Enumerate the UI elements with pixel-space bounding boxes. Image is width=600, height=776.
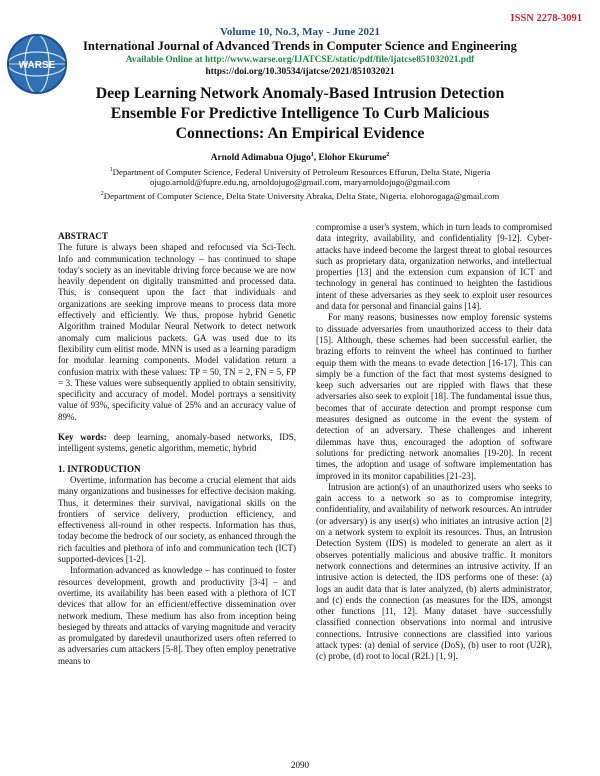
paragraph: Intrusion are action(s) of an unauthorized users who seeks to gain access to a network so as to compromise integrity, confidentiality, and availability of network resources. An intruder (or adversary) is any user(s) who initiates an intrusive action [2] on a network system to exploit its resources. Thus, an Intrusion Detection System (IDS) is modeled to generate an alert as it observes potentially malicious and abusive traffic. It monitors network connections and determines an intrusive activity. If an intrusive action is detected, the IDS performs one of these: (a) logs an audit data that is later analyzed, (b) alerts administrator, and (c) ends the connection (as measures for the IDS, amongst other functions [11, 12]. Many dataset have successfully classified connection observations into normal and intrusive connections. Intrusive connections are classified into various attack types: (a) denial of service (DoS), (b) user to root (U2R), (c) probe, (d) root to local (R2L) [1, 9]. — [316, 481, 552, 662]
paragraph: compromise a user's system, which in turn leads to compromised data integrity, availability, and confidentiality [9-12]. Cyber-attacks have indeed become the largest threat to global resources such as proprietary data, organization networks, and intellectual properties [13] and the extension cum expansion of ICT and technology in general has continued to heighten the fastidious intent of these adversaries as they seek to exploit user resources and data for personal and financial gains [14]. — [316, 222, 552, 312]
doi-link[interactable]: https://doi.org/10.30534/ijatcse/2021/851032021 — [205, 67, 395, 77]
journal-title: International Journal of Advanced Trends in Computer Science and Engineering — [83, 39, 517, 53]
title-line: Connections: An Empirical Evidence — [175, 125, 425, 142]
keywords: Key words: deep learning, anomaly-based networks, IDS, intelligent systems, genetic algorithm, memetic, hybrid — [58, 432, 296, 454]
author-name: Elohor Ekurume — [318, 153, 387, 164]
abstract-text: The future is always been shaped and refocused via Sci-Tech. Info and communication technology – has continued to shape today's society as an inevitable driving force because we are now heavily dependent on digitally transmitted and processed data. This, is consequent upon the fact that individuals and organizations are seeking improve means to process data more effectively and efficiently. We thus, propose hybrid Genetic Algorithm trained Modular Neural Network to detect network anomaly cum malicious packets. GA was used due to its flexibility cum elitist mode. MNN is used as a learning paradigm for modular learning components. Model validation return a confusion matrix with these values: TP = 50, TN = 2, FN = 5, FP = 3. These values were subsequently applied to obtain sensitivity, specificity and accuracy of model. Model portrays a sensitivity value of 93%, specificity value of 25% and an accuracy value of 89%. — [58, 242, 296, 422]
paragraph: Overtime, information has become a crucial element that aids many organizations and businesses for effective decision making. Thus, it determines their survival, navigational skills on the frontiers of service delivery, production efficiency, and effectiveness all-round in other respects. Information has thus, today become the bedrock of our society, as enhanced through the rich faculties and plethora of info and communication tech (ICT) supported-devices [1-2]. — [58, 474, 296, 565]
title-line: Ensemble For Predictive Intelligence To Curb Malicious — [110, 105, 490, 122]
title-line: Deep Learning Network Anomaly-Based Intrusion Detection — [95, 85, 505, 102]
paragraph: For many reasons, businesses now employ forensic systems to dissuade adversaries from unauthorized access to their data [15]. Although, these schemes had been successful earlier, the brazing efforts to reinvent the wheel has continued to further equip them with the means to evade detection [16-17]. This can simply be a function of the fact that most systems designed to keep such adversaries out are rippled with flaws that these adversaries also seek to exploit [18]. The fundamental issue thus, becomes that of accurate detection and prompt response cum measures designed as outcome in the event the system of detection of an adversary. These challenges and inherent dilemmas have thus, encouraged the adoption of software solutions for predicting network anomalies [19-20]. In recent times, the adoption and usage of software implementation has improved in its monitor capabilities [21-23]. — [316, 312, 552, 481]
left-column — [58, 231, 296, 667]
introduction-heading: 1. INTRODUCTION — [58, 463, 141, 474]
abstract-heading: ABSTRACT — [58, 231, 109, 241]
right-column — [316, 222, 552, 663]
affiliation-2: $^2$Department of Computer Science, Delta State University Abraka, Delta State, Nigeria. elohorogaga@gmail.com — [100, 190, 500, 201]
page-number: 2090 — [291, 760, 309, 770]
affiliation-1: $^1$Department of Computer Science, Federal University of Petroleum Resources Effurun, Delta State, Nigeria — [109, 166, 491, 177]
author-list: Arnold Adimabua Ojugo$^1$, Elohor Ekurume$^2$ — [210, 152, 390, 164]
svg-text:WARSE: WARSE — [18, 60, 56, 71]
author-name: Arnold Adimabua Ojugo — [210, 153, 311, 164]
available-online-link[interactable]: Available Online at http://www.warse.org/IJATCSE/static/pdf/file/ijatcse851032021.pdf — [125, 55, 475, 65]
volume-issue: Volume 10, No.3, May - June 2021 — [219, 26, 380, 38]
paper-title — [70, 84, 530, 144]
paragraph: Information advanced as knowledge – has continued to foster resources development, growth and productivity [3-4] – and overtime, its availability has been eased with a plethora of ICT devices that allow for an efficient/effective dissemination over network medium. These medium has also from inception being besieged by threats and attacks of varying magnitude and veracity as promulgated by daredevil unauthorized users often referred to as adversaries cum attackers [5-8]. They often employ penetrative means to — [58, 565, 296, 666]
issn-label: ISSN 2278-3091 — [510, 13, 582, 24]
author-emails: ojugo.arnold@fupre.edu.ng, arnoldojugo@gmail.com, maryarnoldojugo@gmail.com — [149, 177, 451, 187]
